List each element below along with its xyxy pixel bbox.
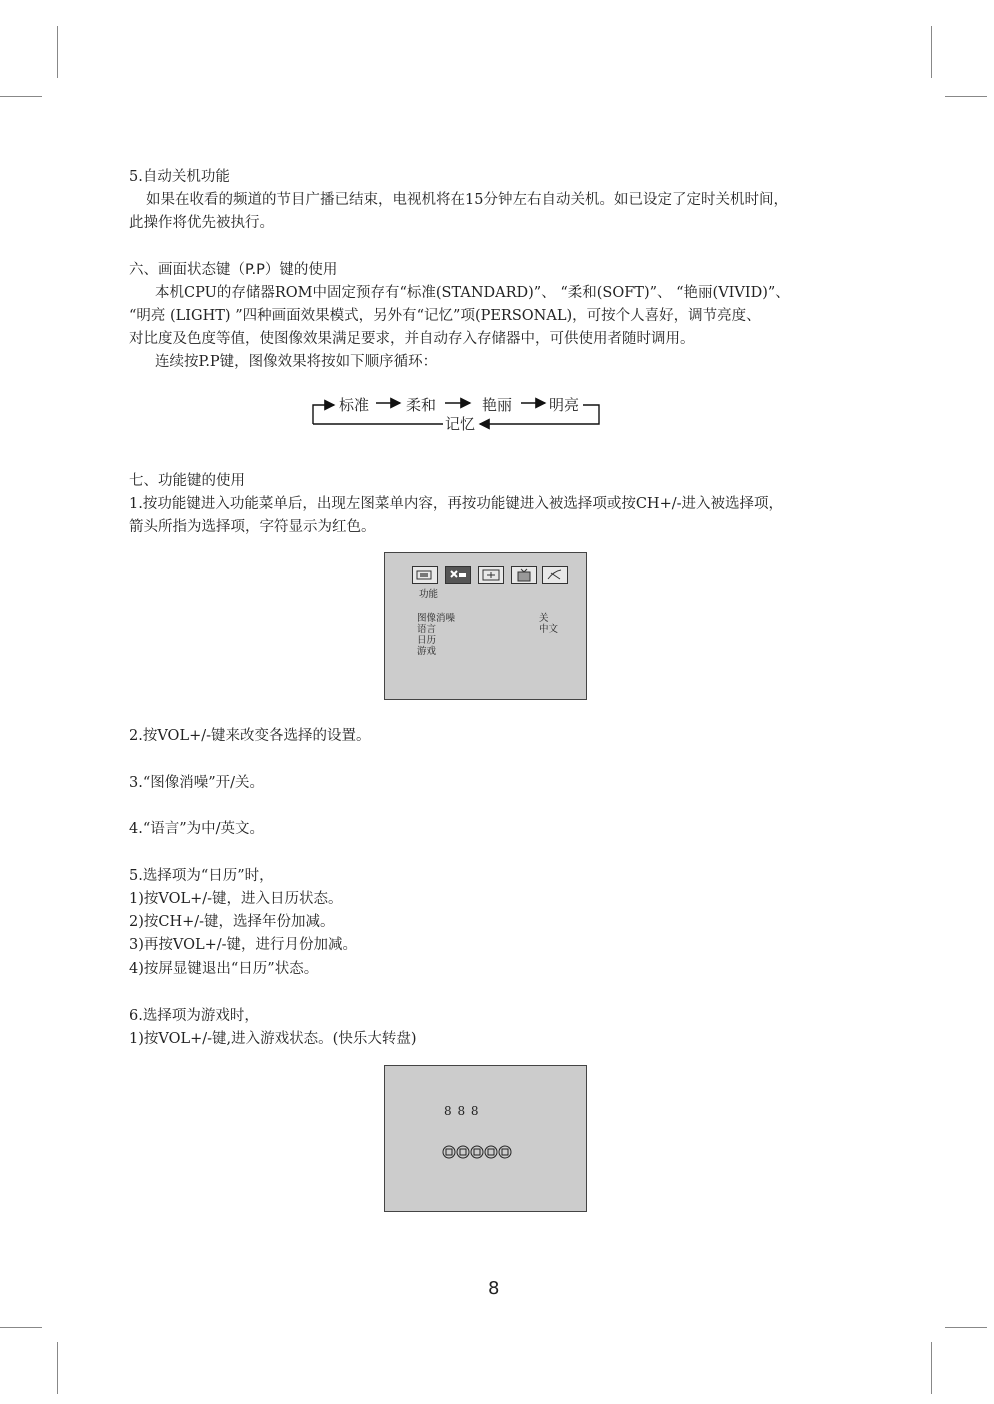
cycle-soft: 柔和: [406, 396, 437, 414]
cycle-standard: 标准: [339, 396, 370, 414]
game-digits: 8 8 8: [444, 1104, 480, 1118]
cycle-light: 明亮: [549, 396, 580, 414]
function-tab-icon[interactable]: [445, 566, 471, 584]
mode-cycle-diagram: [300, 392, 610, 434]
step3-text: 3.“图像消噪”开/关。: [129, 775, 265, 791]
menu-value-noise-reduction: 关: [539, 613, 549, 624]
wheel-slot-icon: [443, 1146, 455, 1158]
step6-title: 6.选择项为游戏时，: [129, 1008, 259, 1024]
tv-set-icon: [512, 567, 536, 583]
screen-tab-icon[interactable]: [478, 566, 504, 584]
crop-mark: [931, 26, 932, 78]
wheel-slot-icon: [457, 1146, 469, 1158]
menu-item-game[interactable]: 游戏: [417, 646, 437, 657]
crop-mark: [945, 96, 987, 97]
game-screen: [384, 1065, 587, 1212]
section6-line2: “明亮 (LIGHT) ”四种画面效果模式，另外有“记忆”项(PERSONAL)，可按个人喜好，调节亮度、: [129, 308, 761, 324]
screen-adjust-icon: [479, 567, 503, 583]
step5-sub1: 1)按VOL+/-键，进入日历状态。: [129, 891, 343, 907]
crop-mark: [57, 1342, 58, 1394]
cycle-vivid: 艳丽: [482, 396, 513, 414]
crop-mark: [945, 1327, 987, 1328]
step5-title: 5.选择项为“日历”时，: [129, 868, 274, 884]
wheel-slot-icon: [499, 1146, 511, 1158]
crop-mark: [0, 96, 42, 97]
menu-item-noise-reduction[interactable]: 图像消噪: [417, 613, 456, 624]
wheel-slot-icon: [471, 1146, 483, 1158]
section7-line2: 箭头所指为选择项，字符显示为红色。: [129, 519, 376, 535]
tv-picture-icon: [413, 567, 437, 583]
step2-text: 2.按VOL+/-键来改变各选择的设置。: [129, 728, 371, 744]
step4-text: 4.“语言”为中/英文。: [129, 821, 265, 837]
menu-value-language: 中文: [539, 624, 559, 635]
crop-mark: [57, 26, 58, 78]
section6-line4: 连续按P.P键，图像效果将按如下顺序循环：: [155, 354, 438, 370]
step5-sub4: 4)按屏显键退出“日历”状态。: [129, 961, 319, 977]
setup-tab-icon[interactable]: [542, 566, 568, 584]
section6-line3: 对比度及色度等值，使图像效果满足要求，并自动存入存储器中，可供使用者随时调用。: [129, 331, 695, 347]
section7-line1: 1.按功能键进入功能菜单后，出现左图菜单内容，再按功能键进入被选择项或按CH+/-进入被选择项，: [129, 496, 784, 512]
section6-title: 六、画面状态键（P.P）键的使用: [129, 262, 338, 278]
page-number: 8: [488, 1278, 500, 1299]
picture-tab-icon[interactable]: [412, 566, 438, 584]
crop-mark: [931, 1342, 932, 1394]
section5-line1: 如果在收看的频道的节目广播已结束，电视机将在15分钟左右自动关机。如已设定了定时关机时间，: [146, 192, 788, 208]
section5-title: 5.自动关机功能: [129, 169, 230, 185]
section7-title: 七、功能键的使用: [129, 473, 245, 489]
wrench-icon: [446, 567, 470, 583]
wheel-slot-icon: [485, 1146, 497, 1158]
menu-item-calendar[interactable]: 日历: [417, 635, 437, 646]
game-wheel-slots: [442, 1144, 522, 1160]
function-menu-screen: [384, 552, 587, 700]
step5-sub2: 2)按CH+/-键，选择年份加减。: [129, 914, 335, 930]
section5-line2: 此操作将优先被执行。: [129, 215, 274, 231]
channel-tab-icon[interactable]: [511, 566, 537, 584]
cycle-memory: 记忆: [445, 415, 476, 433]
satellite-icon: [543, 567, 567, 583]
step6-sub1: 1)按VOL+/-键,进入游戏状态。(快乐大转盘): [129, 1031, 417, 1047]
menu-item-language[interactable]: 语言: [417, 624, 437, 635]
menu-tab-label: 功能: [419, 589, 439, 600]
step5-sub3: 3)再按VOL+/-键，进行月份加减。: [129, 937, 358, 953]
crop-mark: [0, 1327, 42, 1328]
section6-line1: 本机CPU的存储器ROM中固定预存有“标准(STANDARD)”、 “柔和(SOFT)”、 “艳丽(VIVID)”、: [155, 285, 790, 301]
